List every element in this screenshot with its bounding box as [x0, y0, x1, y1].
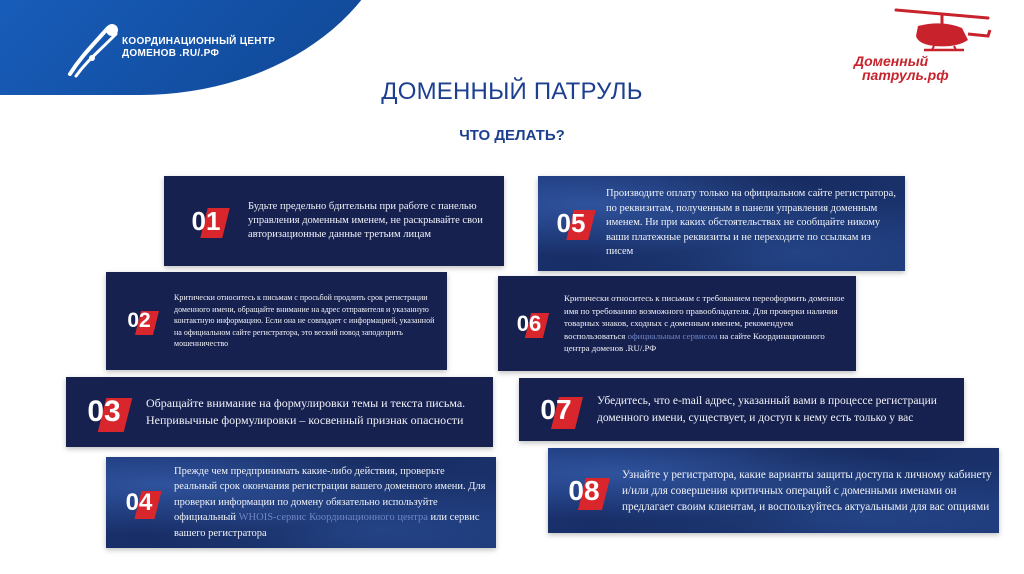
tip-card-01	[164, 176, 504, 266]
tip-card-06	[498, 276, 856, 371]
tip-text: Производите оплату только на официальном сайте регистратора, по реквизитам, полученным в панели управления доменным именем. Ни при каких обстоятельствах не сообщайте никому ваши платежные реквизиты и не переходите по ссылкам из писем	[606, 188, 896, 258]
tip-number	[116, 309, 162, 333]
tip-card-04	[106, 457, 496, 548]
tip-card-07	[519, 378, 964, 441]
tip-number	[178, 206, 234, 237]
tip-number	[506, 311, 552, 337]
tip-text: Критически относитесь к письмам с просьбой продлить срок регистрации доменного имени, обращайте внимание на адрес отправителя и указанную контактную информацию. Если она не совпадает с информацией, указанной на официальном сайте регистратора, это веский повод заподозрить мошенничество	[174, 293, 435, 349]
tip-text: Будьте предельно бдительны при работе с панелью управления доменным именем, не раскрывайте свои авторизационные данные третьим лицам	[248, 201, 483, 240]
tip-text-part-a: Прежде чем предпринимать какие-либо действия, проверьте реальный срок окончания регистрации вашего доменного имени. Для проверки информации по домену обязательно используйте официальный	[174, 465, 486, 524]
org-name-line2: ДОМЕНОВ .RU/.РФ	[122, 48, 220, 59]
tip-number-text: 07	[540, 393, 572, 425]
official-service-link[interactable]: официальным сервисом	[627, 330, 718, 341]
rocket-logo-icon	[66, 18, 126, 78]
tip-number	[556, 475, 612, 507]
tip-number-text: 02	[127, 309, 151, 332]
tip-number	[116, 489, 162, 517]
tip-text-part-a: Критически относитесь к письмам с требованием переоформить доменное имя по требованию возможного правообладателя. Для проверки наличия товарных знаков, сходных с доменным именем, рекомендуем воспользоваться	[564, 293, 845, 341]
tip-number-text: 08	[568, 474, 600, 506]
tip-text	[174, 464, 488, 542]
tip-text-part-b: или сервис вашего регистратора	[174, 512, 480, 539]
tip-card-03	[66, 377, 493, 447]
domain-patrol-logo	[838, 6, 998, 86]
tip-card-05	[538, 176, 905, 271]
org-name-line1: КООРДИНАЦИОННЫЙ ЦЕНТР	[122, 36, 276, 47]
tip-number	[527, 394, 585, 426]
brand-line1: Доменный	[854, 53, 929, 69]
tip-card-08	[548, 448, 999, 533]
tip-card-02	[106, 272, 447, 370]
tip-number	[74, 395, 134, 429]
whois-service-link[interactable]: WHOIS-сервис Координационного центра	[238, 512, 428, 524]
tip-number-text: 03	[87, 395, 121, 428]
tip-number	[546, 208, 596, 239]
tip-text: Узнайте у регистратора, какие варианты защиты доступа к личному кабинету и/или для совершения критичных операций с доменными именами он предлагает своим клиентам, и воспользуйтесь актуальными для вас опциями	[622, 468, 992, 513]
tip-number-text: 05	[556, 208, 586, 238]
page-title: ДОМЕННЫЙ ПАТРУЛЬ	[381, 78, 643, 105]
tip-text: Обращайте внимание на формулировки темы и текста письма. Непривычные формулировки – косвенный признак опасности	[146, 396, 466, 427]
brand-line2: патруль.рф	[862, 67, 949, 83]
tip-text: Убедитесь, что e-mail адрес, указанный вами в процессе регистрации доменного имени, существует, и доступ к нему есть только у вас	[597, 395, 937, 424]
tip-text-part-b: на сайте Координационного центра доменов .RU/.РФ	[564, 330, 825, 354]
tip-number-text: 01	[191, 205, 221, 236]
tip-text	[564, 292, 848, 355]
tip-number-text: 04	[125, 488, 153, 516]
tip-number-text: 06	[516, 310, 542, 336]
page-subtitle: ЧТО ДЕЛАТЬ?	[459, 127, 565, 144]
org-name	[122, 36, 275, 60]
